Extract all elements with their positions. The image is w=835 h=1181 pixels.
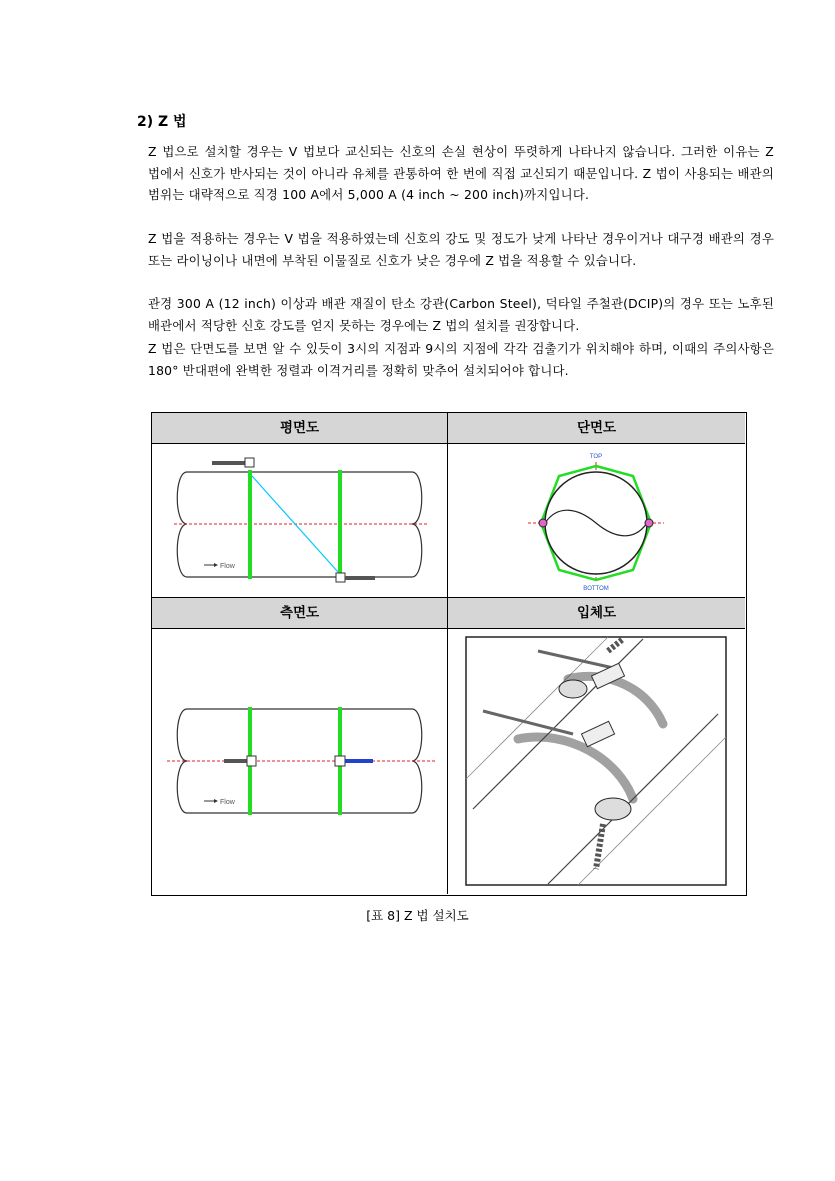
iso-view-diagram <box>448 629 745 893</box>
flow-label: Flow <box>220 563 235 570</box>
side-view-diagram <box>152 629 447 893</box>
section-view-cell <box>448 413 745 598</box>
section-view-header: 단면도 <box>448 413 745 444</box>
installation-figure-table <box>151 412 747 896</box>
figure-caption: [표 8] Z 법 설치도 <box>366 908 469 923</box>
iso-view-header: 입체도 <box>448 598 745 629</box>
paragraph: Z 법으로 설치할 경우는 V 법보다 교신되는 신호의 손실 현상이 뚜렷하게 나타나지 않습니다. 그러한 이유는 Z 법에서 신호가 반사되는 것이 아니라 유체를 관통하여 한 번에 직접 교신되기 때문입니다. Z 법이 사용되는 배관의 범위는 대략적으로 직경 100 A에서 5,000 A (4 inch ~ 200 inch)까지입니다. <box>148 144 774 202</box>
iso-view-cell <box>448 598 745 894</box>
top-label: TOP <box>589 454 603 460</box>
side-view-header: 측면도 <box>152 598 447 629</box>
section-view-diagram <box>448 444 745 597</box>
paragraph: Z 법은 단면도를 보면 알 수 있듯이 3시의 지점과 9시의 지점에 각각 검출기가 위치해야 하며, 이때의 주의사항은 180° 반대편에 완벽한 정렬과 이격거리를 정확히 맞추어 설치되어야 합니다. <box>148 341 774 378</box>
paragraph: 관경 300 A (12 inch) 이상과 배관 재질이 탄소 강관(Carbon Steel), 덕타일 주철관(DCIP)의 경우 또는 노후된 배관에서 적당한 신호 강도를 얻지 못하는 경우에는 Z 법의 설치를 권장합니다. <box>148 296 774 333</box>
plan-view-diagram <box>152 444 447 597</box>
flow-label-side: Flow <box>220 799 235 806</box>
paragraph: Z 법을 적용하는 경우는 V 법을 적용하였는데 신호의 강도 및 정도가 낮게 나타난 경우이거나 대구경 배관의 경우 또는 라이닝이나 내면에 부착된 이물질로 신호가 낮은 경우에 Z 법을 적용할 수 있습니다. <box>148 231 774 268</box>
side-view-cell <box>152 598 448 894</box>
section-heading: 2) Z 법 <box>137 114 187 130</box>
plan-view-cell <box>152 413 448 598</box>
plan-view-header: 평면도 <box>152 413 447 444</box>
bottom-label: BOTTOM <box>583 586 609 592</box>
